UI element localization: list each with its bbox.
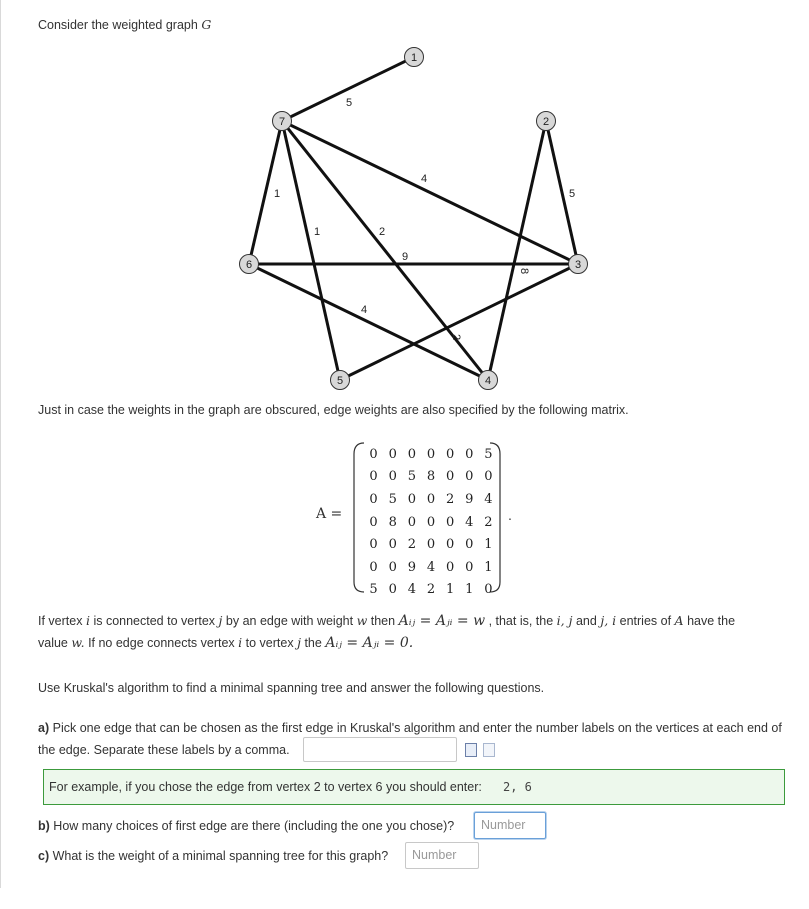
weight-6-3: 9: [402, 251, 409, 263]
svg-text:2: 2: [542, 116, 550, 128]
matrix-cell: 1: [445, 582, 455, 598]
svg-text:4: 4: [484, 375, 492, 387]
answer-format-help-icon[interactable]: [465, 743, 477, 757]
question-b: [38, 819, 454, 833]
math-equation-1: Aᵢⱼ = Aⱼᵢ = w: [398, 613, 486, 629]
matrix-cell: 4: [407, 582, 416, 598]
matrix-cell: 0: [445, 514, 455, 530]
matrix-row-5: [364, 533, 498, 556]
matrix-cell: 8: [388, 514, 397, 530]
answer-preview-icon[interactable]: [483, 743, 495, 757]
svg-text:6: 6: [245, 259, 253, 271]
matrix-cell: 0: [388, 537, 397, 553]
vertex-7: [273, 112, 292, 131]
matrix-cell: 9: [465, 491, 474, 507]
matrix-row-3: [364, 488, 498, 511]
example-hint-box: [43, 769, 785, 805]
matrix-cell: 5: [369, 582, 378, 598]
edge-weight-labels: [274, 97, 575, 340]
hint-text: For example, if you chose the edge from vertex 2 to vertex 6 you should enter:: [49, 780, 482, 794]
graph-vertices: [240, 48, 588, 390]
question-b-label: b): [38, 819, 50, 833]
matrix-cell: 4: [465, 514, 474, 530]
matrix-cell: 0: [426, 537, 436, 553]
question-a-text-1: Pick one edge that can be chosen as the first edge in Kruskal's algorithm and enter the number labels on the vertices at each end of: [52, 721, 782, 735]
text: to vertex: [245, 636, 294, 650]
matrix-cell: 0: [388, 559, 397, 575]
question-b-text: How many choices of first edge are there (including the one you chose)?: [53, 819, 455, 833]
text: then: [370, 614, 396, 628]
matrix-cell: 1: [465, 582, 474, 598]
edge-5-3: [340, 264, 578, 380]
question-c-text: What is the weight of a minimal spanning tree for this graph?: [52, 849, 389, 863]
graph-edges: [249, 57, 578, 380]
matrix-cell: 2: [426, 582, 436, 598]
weight-6-4: 4: [361, 304, 368, 316]
matrix-cell: 0: [465, 559, 474, 575]
matrix-label: A =: [316, 506, 343, 522]
text: the: [304, 636, 322, 650]
svg-text:7: 7: [278, 116, 286, 128]
matrix-cell: 0: [369, 469, 378, 485]
matrix-cell: 0: [369, 559, 378, 575]
matrix-intro: Just in case the weights in the graph are obscured, edge weights are also specified by the following matrix.: [38, 403, 629, 417]
matrix-cell: 0: [388, 469, 397, 485]
intro-text: Consider the weighted graph: [38, 18, 198, 32]
edge-6-4: [249, 264, 488, 380]
matrix-cell: 0: [407, 446, 416, 462]
matrix-trailing-period: .: [508, 508, 512, 523]
matrix-cell: 0: [445, 559, 455, 575]
text: If vertex: [38, 614, 83, 628]
weight-7-5: 1: [314, 226, 321, 238]
math-w: w: [356, 613, 368, 628]
matrix-cell: 0: [388, 582, 397, 598]
edge-7-3: [282, 121, 578, 264]
vertex-6: [240, 255, 259, 274]
matrix-cell: 0: [426, 514, 436, 530]
math-ij: i, j: [556, 613, 573, 628]
weight-7-3: 4: [421, 173, 428, 185]
matrix-row-1: [364, 443, 498, 466]
instruction-text: Use Kruskal's algorithm to find a minimal spanning tree and answer the following questions.: [38, 681, 545, 695]
edge-7-1: [282, 57, 414, 121]
weight-5-3: 2: [450, 334, 462, 341]
hint-example: 2, 6: [503, 780, 532, 794]
matrix-cell: 0: [369, 537, 378, 553]
vertex-4: [479, 371, 498, 390]
matrix-cell: 2: [445, 491, 455, 507]
vertex-2: [537, 112, 556, 131]
weighted-graph: [0, 0, 809, 400]
graph-symbol: G: [201, 17, 212, 32]
math-i: i: [85, 613, 90, 628]
matrix-cell: 4: [484, 491, 493, 507]
matrix-cell: 0: [484, 582, 493, 598]
text: value: [38, 636, 68, 650]
vertex-5: [331, 371, 350, 390]
text: , that is, the: [488, 614, 554, 628]
svg-text:1: 1: [410, 52, 418, 64]
svg-text:3: 3: [574, 259, 582, 271]
text: If no edge connects vertex: [88, 636, 235, 650]
matrix-cell: 9: [407, 559, 416, 575]
explanation-line-2: [38, 635, 413, 651]
matrix-cell: 0: [484, 469, 493, 485]
matrix-cell: 0: [407, 491, 416, 507]
matrix-cell: 0: [407, 514, 416, 530]
matrix-row-7: [364, 579, 498, 602]
matrix-cell: 0: [426, 446, 436, 462]
matrix-cell: 0: [369, 446, 378, 462]
text: and: [575, 614, 597, 628]
math-i: i: [238, 635, 243, 650]
question-a-text-2: the edge. Separate these labels by a comma.: [38, 743, 290, 757]
matrix-cell: 0: [445, 537, 455, 553]
explanation-line-1: [38, 613, 735, 629]
question-c: [38, 849, 388, 863]
first-edge-count-input[interactable]: Number: [474, 812, 546, 839]
matrix-cell: 5: [407, 469, 416, 485]
weight-7-6: 1: [274, 188, 281, 200]
matrix-row-6: [364, 556, 498, 579]
weight-2-3: 5: [569, 188, 576, 200]
matrix-row-4: [364, 511, 498, 534]
adjacency-matrix: [364, 443, 498, 601]
matrix-cell: 5: [484, 446, 493, 462]
edge-7-4: [282, 121, 488, 380]
weight-7-4: 2: [379, 226, 386, 238]
matrix-cell: 2: [407, 537, 416, 553]
text: by an edge with weight: [225, 614, 354, 628]
math-w: w.: [71, 635, 85, 650]
math-ji: j, i: [600, 613, 617, 628]
text: is connected to vertex: [93, 614, 216, 628]
matrix-cell: 5: [388, 491, 397, 507]
matrix-cell: 1: [484, 559, 493, 575]
math-j: j: [297, 635, 301, 650]
matrix-cell: 0: [369, 491, 378, 507]
weight-7-1: 5: [346, 97, 353, 109]
math-j: j: [218, 613, 223, 628]
matrix-cell: 4: [426, 559, 436, 575]
matrix-cell: 0: [465, 469, 474, 485]
math-A: A: [674, 613, 684, 628]
matrix-row-2: [364, 466, 498, 489]
matrix-cell: 8: [426, 469, 436, 485]
question-a-line-1: [38, 721, 782, 735]
mst-weight-input[interactable]: Number: [405, 842, 479, 869]
edge-2-4: [488, 121, 546, 380]
matrix-cell: 0: [426, 491, 436, 507]
matrix-cell: 0: [369, 514, 378, 530]
vertex-3: [569, 255, 588, 274]
matrix-cell: 1: [484, 537, 493, 553]
question-c-label: c): [38, 849, 50, 863]
math-equation-2: Aᵢⱼ = Aⱼᵢ = 0.: [325, 635, 414, 651]
matrix-cell: 2: [484, 514, 493, 530]
weight-2-4: 8: [518, 268, 530, 275]
vertex-1: [405, 48, 424, 67]
matrix-cell: 0: [465, 537, 474, 553]
svg-text:5: 5: [336, 375, 344, 387]
text: entries of: [619, 614, 672, 628]
matrix-cell: 0: [388, 446, 397, 462]
matrix-cell: 0: [445, 469, 455, 485]
edge-answer-input[interactable]: [303, 737, 457, 762]
matrix-cell: 0: [465, 446, 474, 462]
text: have the: [687, 614, 736, 628]
matrix-cell: 0: [445, 446, 455, 462]
question-a-label: a): [38, 721, 50, 735]
